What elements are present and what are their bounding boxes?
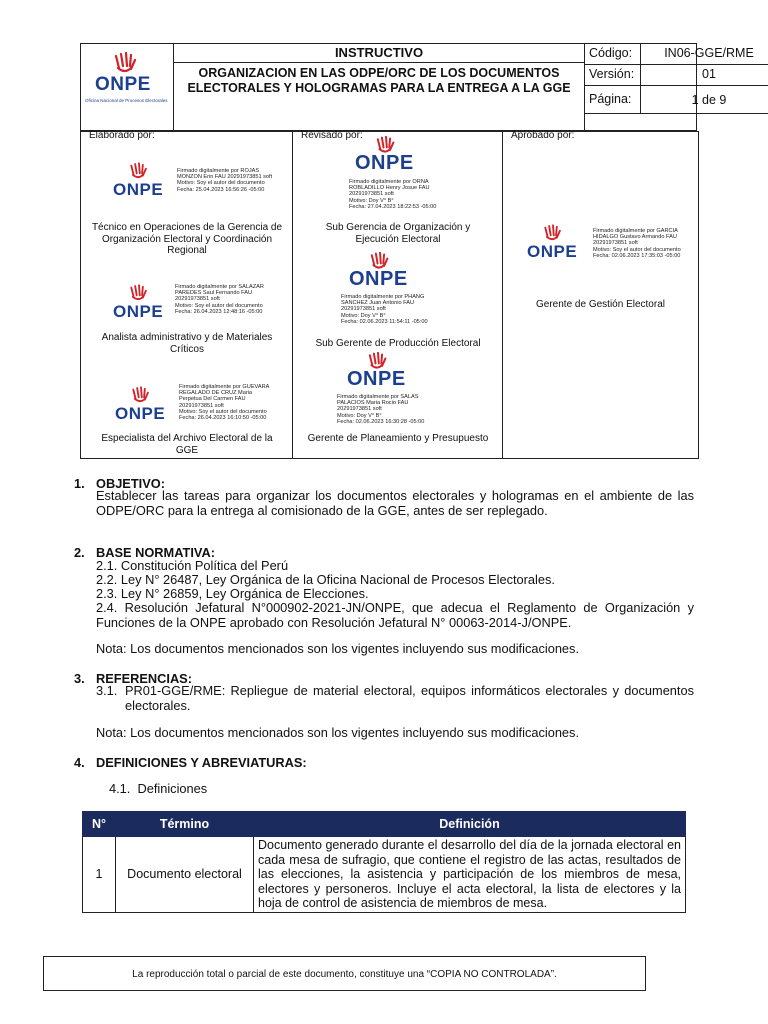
version-label: Versión: [585, 65, 641, 85]
list-item: PR01-GGE/RME: Repliegue de material electoral, equipos informáticos electorales y documentos electorales. [125, 683, 694, 713]
column-header-number: N° [83, 812, 116, 837]
onpe-logo-text: ONPE [527, 242, 578, 261]
onpe-hand-icon [543, 224, 563, 242]
signature-stamp: Firmado digitalmente por GUEVARA REGALADO DE CRUZ Maria Perpetua Del Carmen FAU 20291973851 soft Motivo: Soy el autor del documento Fecha: 26.04.2023 16:10:50 -05:00 [179, 384, 270, 422]
list-item: 2.2. Ley N° 26487, Ley Orgánica de la Oficina Nacional de Procesos Electorales. [96, 572, 555, 587]
signer-role: Sub Gerente de Producción Electoral [315, 338, 481, 349]
revisado-column [293, 132, 503, 458]
onpe-logo [85, 52, 168, 112]
signer-role: Gerente de Gestión Electoral [536, 299, 665, 310]
onpe-logo [355, 136, 425, 178]
onpe-hand-icon [129, 162, 149, 180]
section-number: 4. [74, 755, 85, 770]
onpe-logo [347, 352, 417, 394]
section-title: DEFINICIONES Y ABREVIATURAS: [96, 755, 307, 770]
objective-text: Establecer las tareas para organizar los documentos electorales y hologramas en el ambiente de las ODPE/ORC para la entrega al comisionado de la GGE, antes de ser replegado. [96, 488, 694, 518]
onpe-logo [113, 284, 173, 324]
page-value: 1 de 9 [691, 92, 727, 107]
table-header-row [83, 812, 686, 837]
header-meta [585, 44, 768, 114]
signature-stamp: Firmado digitalmente por ROJAS MONZON Erin FAU 20291973851 soft Motivo: Soy el autor del documento Fecha: 25.04.2023 16:56:26 -05:00 [177, 168, 273, 193]
signature-stamp: Firmado digitalmente por SALAZAR PAREDES Saul Fernando FAU 20291973851 soft Motivo: Soy el autor del documento Fecha: 26.04.2023 12:48:16 -05:00 [175, 284, 264, 315]
onpe-logo [113, 162, 173, 202]
section-number: 2. [74, 545, 85, 560]
section-title: OBJETIVO: [96, 476, 165, 491]
elaborado-label: Elaborado por: [89, 130, 155, 141]
signer-role: Gerente de Planeamiento y Presupuesto [307, 433, 489, 444]
list-item: 2.4. Resolución Jefatural N°000902-2021-JN/ONPE, que adecua el Reglamento de Organización y Funciones de la ONPE aprobado con Resolución Jefatural N° 00063-2014-J/ONPE. [96, 600, 694, 630]
onpe-logo-text: ONPE [349, 268, 408, 290]
note-text: Nota: Los documentos mencionados son los vigentes incluyendo sus modificaciones. [96, 641, 580, 656]
onpe-hand-icon [129, 284, 149, 302]
signature-table [80, 131, 699, 459]
signer-role: Analista administrativo y de Materiales Críticos [101, 332, 273, 355]
onpe-logo-text: ONPE [355, 152, 414, 174]
onpe-hand-icon [113, 52, 139, 74]
onpe-logo [349, 252, 419, 294]
signature-stamp: Firmado digitalmente por GARCIA HIDALGO Gustavo Armando FAU 20291973851 soft Motivo: Soy el autor del documento Fecha: 02.06.2023 17:35:03 -05:00 [593, 228, 681, 259]
footer-notice: La reproducción total o parcial de este documento, constituye una “COPIA NO CONTROLADA”. [43, 956, 646, 991]
signature-stamp: Firmado digitalmente por SALAS PALACIOS Maria Rocio FAU 20291973851 soft Motivo: Doy V° B° Fecha: 02.06.2023 16:30:28 -05:00 [337, 394, 425, 425]
section-number: 1. [74, 476, 85, 491]
section-4-heading [74, 755, 307, 770]
onpe-logo [527, 224, 587, 264]
list-item: 2.3. Ley N° 26859, Ley Orgánica de Elecciones. [96, 586, 369, 601]
signer-role: Técnico en Operaciones de la Gerencia de Organización Electoral y Coordinación Regional [91, 222, 283, 256]
onpe-hand-icon [131, 386, 151, 404]
onpe-logo-text: ONPE [347, 368, 406, 390]
onpe-logo-text: ONPE [113, 302, 164, 321]
page-label: Página: [585, 86, 641, 113]
column-header-term: Término [116, 812, 254, 837]
doc-type: INSTRUCTIVO [174, 44, 584, 63]
signature-stamp: Firmado digitalmente por ORNA ROBLADILLO Henry Josue FAU 20291973851 soft Motivo: Doy V° B° Fecha: 27.04.2023 18:22:53 -05:00 [349, 179, 437, 210]
row-term: Documento electoral [116, 837, 254, 913]
section-title: REFERENCIAS: [96, 671, 192, 686]
onpe-logo-text: ONPE [113, 180, 164, 199]
aprobado-label: Aprobado por: [511, 130, 575, 141]
onpe-logo-text: ONPE [115, 404, 166, 423]
elaborado-column [81, 132, 293, 458]
list-item-number: 3.1. [96, 683, 118, 698]
note-text: Nota: Los documentos mencionados son los vigentes incluyendo sus modificaciones. [96, 725, 580, 740]
onpe-logo [115, 386, 175, 426]
doc-title: ORGANIZACION EN LAS ODPE/ORC DE LOS DOCUMENTOS ELECTORALES Y HOLOGRAMAS PARA LA ENTREGA A LA GGE [187, 66, 571, 95]
version-value: 01 [702, 67, 716, 81]
revisado-label: Revisado por: [301, 130, 363, 141]
section-title: BASE NORMATIVA: [96, 545, 215, 560]
version-row [585, 65, 768, 86]
page-row [585, 86, 768, 114]
list-item: 2.1. Constitución Política del Perú [96, 558, 289, 573]
row-number: 1 [83, 837, 116, 913]
code-value: IN06-GGE/RME [664, 46, 754, 60]
table-row [83, 837, 686, 913]
onpe-logo-subtitle: Oficina Nacional de Procesos Electorales [85, 98, 168, 103]
onpe-logo-text: ONPE [95, 74, 151, 95]
code-row [585, 44, 768, 65]
header-blank-row [80, 114, 697, 131]
signature-stamp: Firmado digitalmente por PHANG SANCHEZ Juan Antonio FAU 20291973851 soft Motivo: Doy V° B° Fecha: 02.06.2023 11:54:11 -05:00 [341, 294, 428, 325]
column-header-definition: Definición [254, 812, 686, 837]
code-label: Código: [585, 44, 641, 64]
signer-role: Especialista del Archivo Electoral de la GGE [101, 433, 273, 456]
section-number: 3. [74, 671, 85, 686]
signer-role: Sub Gerencia de Organización y Ejecución Electoral [325, 222, 471, 245]
row-definition: Documento generado durante el desarrollo del día de la jornada electoral en cada mesa de sufragio, que contiene el registro de las actas, resultados de las elecciones, la asistencia y participación de los miembros de mesa, electores y personeros. Incluye el acta electoral, la lista de electores y la hoja de control de asistencia de miembros de mesa. [254, 837, 686, 913]
aprobado-column [503, 132, 698, 458]
definitions-table [82, 811, 686, 913]
subsection-heading: 4.1. Definiciones [109, 781, 208, 796]
